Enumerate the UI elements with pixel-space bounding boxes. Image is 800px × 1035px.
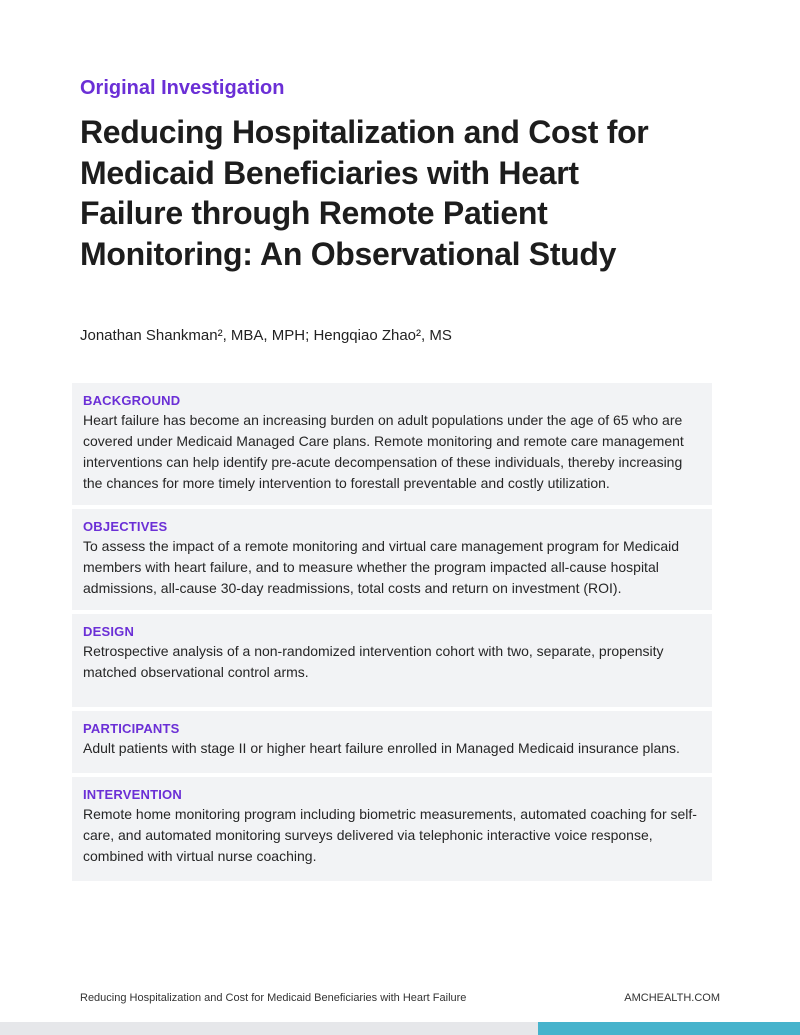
section-heading: DESIGN bbox=[83, 624, 135, 639]
section-text: Retrospective analysis of a non-randomized intervention cohort with two, separate, propensity matched observational control arms. bbox=[83, 643, 664, 680]
abstract bbox=[72, 383, 712, 885]
footer-running-title: Reducing Hospitalization and Cost for Medicaid Beneficiaries with Heart Failure bbox=[80, 992, 467, 1004]
abstract-section-design bbox=[72, 614, 712, 707]
section-heading: INTERVENTION bbox=[83, 787, 182, 802]
section-heading: OBJECTIVES bbox=[83, 519, 168, 534]
section-heading: PARTICIPANTS bbox=[83, 721, 180, 736]
section-text: Adult patients with stage II or higher heart failure enrolled in Managed Medicaid insurance plans. bbox=[83, 740, 680, 756]
article-title: Reducing Hospitalization and Cost for Medicaid Beneficiaries with Heart Failure through Remote Patient Monitoring: An Observational Study bbox=[80, 114, 649, 272]
footer-accent-bar bbox=[538, 1022, 800, 1035]
section-text: Remote home monitoring program including biometric measurements, automated coaching for self-care, and automated monitoring surveys delivered via telephonic interactive voice response, combined with virtual nurse coaching. bbox=[83, 806, 697, 864]
section-heading: BACKGROUND bbox=[83, 393, 181, 408]
section-text: Heart failure has become an increasing burden on adult populations under the age of 65 who are covered under Medicaid Managed Care plans. Remote monitoring and remote care management interventions can help identify pre-acute decompensation of these individuals, thereby increasing the chances for more timely intervention to forestall preventable and costly utilization. bbox=[83, 412, 684, 491]
article-type-label: Original Investigation bbox=[80, 77, 285, 99]
author-line: Jonathan Shankman², MBA, MPH; Hengqiao Zhao², MS bbox=[80, 327, 452, 344]
section-text: To assess the impact of a remote monitoring and virtual care management program for Medicaid members with heart failure, and to measure whether the program impacted all-cause hospital admissions, all-cause 30-day readmissions, total costs and return on investment (ROI). bbox=[83, 538, 680, 596]
abstract-section-objectives bbox=[72, 509, 712, 610]
footer-website: AMCHEALTH.COM bbox=[624, 992, 720, 1004]
abstract-section-intervention bbox=[72, 777, 712, 881]
abstract-section-participants bbox=[72, 711, 712, 773]
abstract-section-background bbox=[72, 383, 712, 505]
